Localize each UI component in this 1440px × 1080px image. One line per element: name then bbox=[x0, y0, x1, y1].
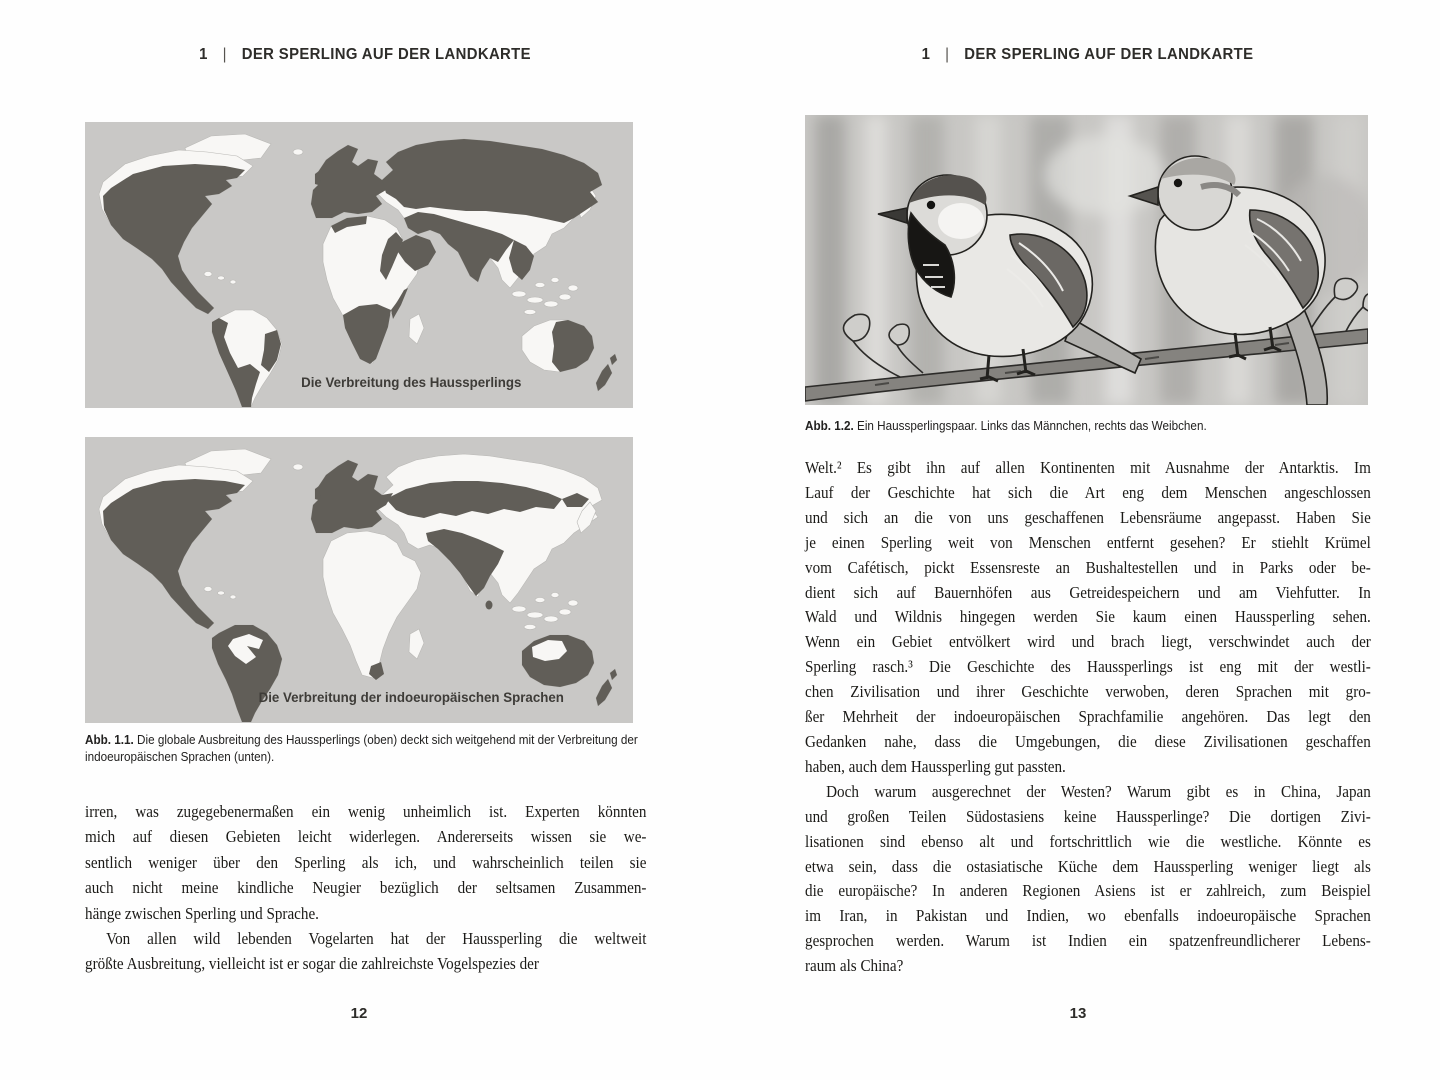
caption-text: Ein Haussperlingspaar. Links das Männchen, rechts das Weibchen. bbox=[853, 418, 1207, 433]
text-line: größte Ausbreitung, vielleicht ist er sogar die zahlreichste Vogelspezies der bbox=[85, 954, 539, 974]
text-line: chen Zivilisation und ihrer Geschichte verwoben, deren Sprachen mit gro- bbox=[805, 682, 1371, 702]
text-line: die europäische? In anderen Regionen Asiens ist er zahlreich, zum Beispiel bbox=[805, 881, 1371, 901]
body-text-right bbox=[805, 456, 1371, 979]
page-number-left: 12 bbox=[350, 1005, 368, 1022]
text-line: lisationen sind ebenso alt und fortschrittlich wie die westliche. Könnte es bbox=[805, 831, 1371, 851]
running-head-right bbox=[825, 46, 1350, 68]
text-line: ßer Mehrheit der indoeuropäischen Sprachfamilie angehören. Das legt den bbox=[805, 707, 1371, 727]
text-line: Welt.² Es gibt ihn auf allen Kontinenten mit Ausnahme der Antarktis. Im bbox=[805, 458, 1371, 477]
text-line: und großen Teilen Südostasiens keine Haussperlinge? Die dortigen Zivi- bbox=[805, 806, 1371, 826]
head-separator: | bbox=[222, 46, 227, 63]
chapter-number: 1 bbox=[921, 46, 931, 63]
figure-caption-2 bbox=[805, 418, 1365, 435]
text-line: mich auf diesen Gebieten leicht widerlegen. Andererseits wissen sie we- bbox=[85, 827, 647, 847]
text-line: und sich an die von uns geschaffenen Lebensräume angepasst. Haben Sie bbox=[805, 507, 1371, 527]
text-line: dient sich auf Bauernhöfen aus Getreidespeichern und am Viehfutter. In bbox=[805, 582, 1371, 602]
text-line: raum als China? bbox=[805, 956, 904, 976]
chapter-title: DER SPERLING AUF DER LANDKARTE bbox=[241, 46, 531, 63]
map-label-languages: Die Verbreitung der indoeuropäischen Sprachen bbox=[258, 689, 564, 705]
page-number-right: 13 bbox=[1069, 1005, 1087, 1022]
text-line: gesprochen werden. Warum ist Indien ein spatzenfreundlicherer Lebens- bbox=[805, 931, 1371, 951]
text-line: auch nicht meine kindliche Neugier bezüglich der seltsamen Zusammen- bbox=[85, 878, 647, 898]
text-line: Lauf der Geschichte hat sich die Art eng dem Menschen angeschlossen bbox=[805, 482, 1371, 502]
text-line: Doch warum ausgerechnet der Westen? Warum gibt es in China, Japan bbox=[826, 781, 1371, 801]
figure-map-languages bbox=[85, 437, 633, 723]
text-line: Sperling rasch.³ Die Geschichte des Haussperlings ist eng mit der westli- bbox=[805, 657, 1371, 677]
sparrow-pair-illustration-icon bbox=[805, 115, 1368, 405]
text-line: sentlich weniger über den Sperling als ich, und wahrscheinlich teilen sie bbox=[85, 852, 647, 872]
text-line: Von allen wild lebenden Vogelarten hat der Haussperling die weltweit bbox=[106, 929, 647, 949]
running-head-left bbox=[105, 46, 626, 68]
text-line: je einen Sperling weit von Menschen entfernt gesehen? Er stiehlt Krümel bbox=[805, 532, 1371, 552]
caption-prefix: Abb. 1.1. bbox=[85, 732, 134, 747]
figure-caption-1 bbox=[85, 732, 645, 765]
caption-prefix: Abb. 1.2. bbox=[805, 418, 854, 433]
text-line: Wenn ein Gebiet entvölkert wird und brach liegt, verschwindet auch der bbox=[805, 632, 1371, 652]
body-text-left bbox=[85, 799, 646, 977]
figure-sparrow-pair bbox=[805, 115, 1368, 405]
figure-map-sparrow bbox=[85, 122, 633, 408]
chapter-number: 1 bbox=[199, 46, 208, 63]
text-line: hänge zwischen Sperling und Sprache. bbox=[85, 903, 319, 923]
text-line: haben, auch dem Haussperling gut passten. bbox=[805, 756, 1066, 776]
head-separator: | bbox=[945, 46, 950, 63]
chapter-title: DER SPERLING AUF DER LANDKARTE bbox=[964, 46, 1254, 63]
text-line: Gedanken nahe, dass die Umgebungen, die diese Zivilisationen geschaffen bbox=[805, 731, 1371, 751]
map-label-sparrow: Die Verbreitung des Haussperlings bbox=[301, 374, 522, 390]
world-map-language-distribution-icon bbox=[85, 437, 633, 723]
text-line: irren, was zugegebenermaßen ein wenig unheimlich ist. Experten könnten bbox=[85, 802, 647, 821]
text-line: etwa sein, dass die ostasiatische Küche dem Haussperling weniger liegt als bbox=[805, 856, 1371, 876]
caption-text: Die globale Ausbreitung des Haussperlings (oben) deckt sich weitgehend mit der Verbreitung der indoeuropäischen Sprachen (unten). bbox=[85, 732, 638, 764]
text-line: Wald und Wildnis hingegen werden Sie kaum einen Haussperling sehen. bbox=[805, 607, 1371, 627]
text-line: vom Cafétisch, pickt Essensreste an Bushaltestellen und in Parks oder be- bbox=[805, 557, 1371, 577]
world-map-sparrow-distribution-icon bbox=[85, 122, 633, 408]
text-line: im Iran, in Pakistan und Indien, wo ebenfalls indoeuropäische Sprachen bbox=[805, 906, 1371, 926]
